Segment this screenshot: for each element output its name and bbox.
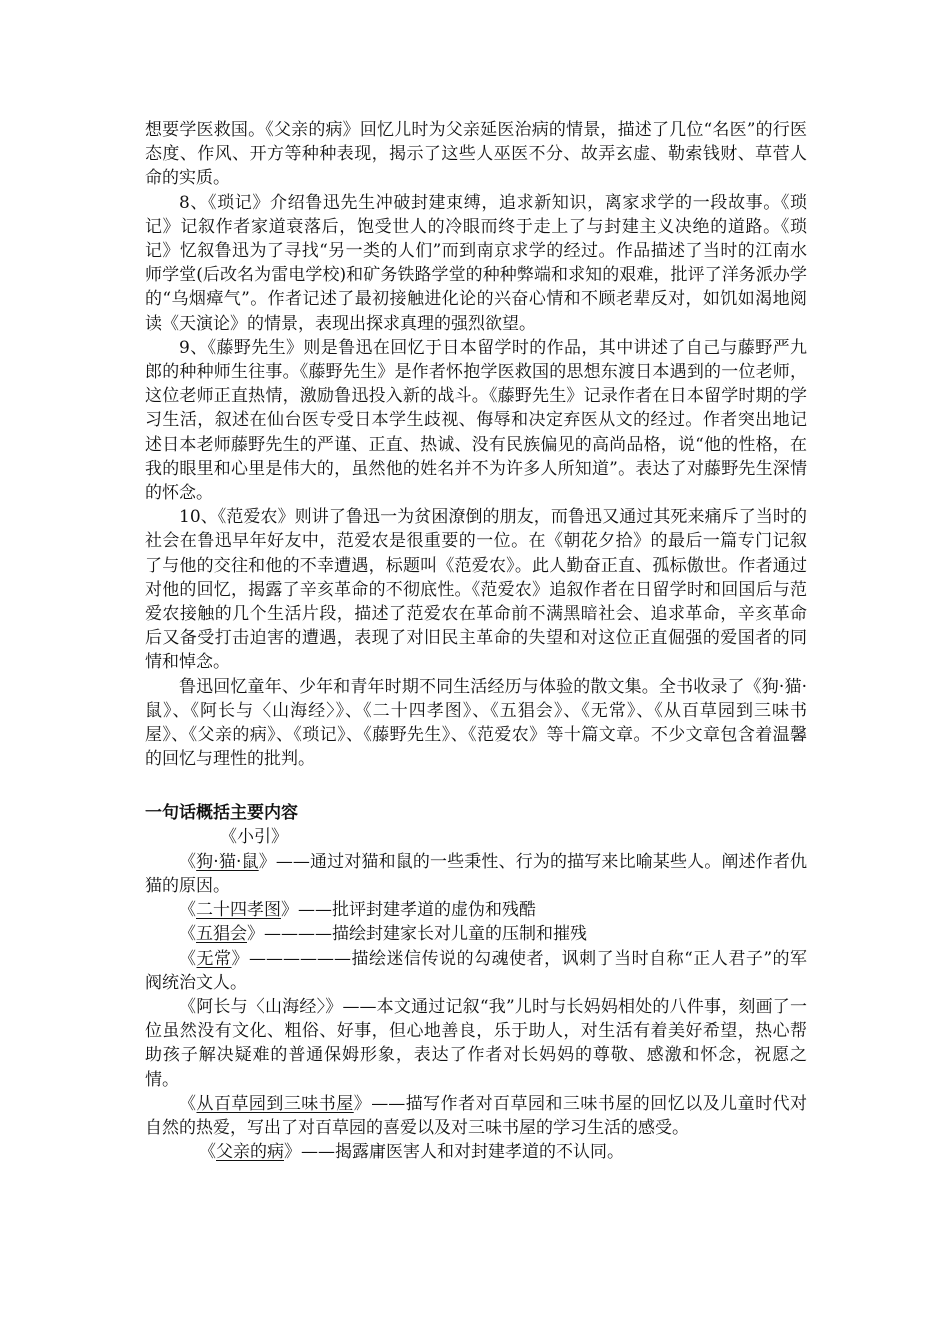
summary-item <box>145 1140 807 1164</box>
summary-text: ————描绘封建家长对儿童的压制和摧残 <box>264 924 587 945</box>
book-mark-close: 》 <box>258 851 276 872</box>
article-title: 狗·猫·鼠 <box>196 851 259 872</box>
article-title: 二十四孝图 <box>196 900 281 921</box>
summary-text: ——揭露庸医害人和对封建孝道的不认同。 <box>301 1142 624 1163</box>
article-title-plain: 《阿长与〈山海经〉》 <box>179 996 343 1017</box>
article-title: 从百草园到三味书屋 <box>196 1093 354 1114</box>
paragraph-suoji: 8、《琐记》介绍鲁迅先生冲破封建束缚，追求新知识，离家求学的一段故事。《琐记》记叙作者家道衰落后，饱受世人的冷眼而终于走上了与封建主义决绝的道路。《琐记》忆叙鲁迅为了寻找“另一类的人们”而到南京求学的经过。作品描述了当时的江南水师学堂(后改名为雷电学校)和矿务铁路学堂的种种弊端和求知的艰难，批评了洋务派办学的“乌烟瘴气”。作者记述了最初接触进化论的兴奋心情和不顾老辈反对，如饥如渴地阅读《天演论》的情景，表现出探求真理的强烈欲望。 <box>145 192 807 334</box>
paragraph-tengye: 9、《藤野先生》则是鲁迅在回忆于日本留学时的作品，其中讲述了自己与藤野严九郎的种种师生往事。《藤野先生》是作者怀抱学医救国的思想东渡日本遇到的一位老师，这位老师正直热情，激励鲁迅投入新的战斗。《藤野先生》记录作者在日本留学时期的学习生活，叙述在仙台医专受日本学生歧视、侮辱和决定弃医从文的经过。作者突出地记述日本老师藤野先生的严谨、正直、热诚、没有民族偏见的高尚品格，说“他的性格，在我的眼里和心里是伟大的，虽然他的姓名并不为许多人所知道”。表达了对藤野先生深情的怀念。 <box>145 337 807 504</box>
summary-text: ——描写作者对百草园和三味书屋的回忆以及儿童时代对自然的热爱，写出了对百草园的喜爱以及对三味书屋的学习生活的感受。 <box>145 1093 808 1138</box>
book-mark-close: 》 <box>231 948 250 969</box>
summary-text: ——通过对猫和鼠的一些秉性、行为的描写来比喻某些人。阐述作者仇猫的原因。 <box>145 851 808 896</box>
book-mark-open: 《 <box>179 900 196 921</box>
summary-item <box>145 1092 807 1140</box>
article-title: 五猖会 <box>196 924 247 945</box>
book-mark-close: 》 <box>284 1142 301 1163</box>
paragraph-fan-ainong: 10、《范爱农》则讲了鲁迅一为贫困潦倒的朋友，而鲁迅又通过其死来痛斥了当时的社会在鲁迅早年好友中，范爱农是很重要的一位。在《朝花夕拾》的最后一篇专门记叙了与他的交往和他的不幸遭遇，标题叫《范爱农》。此人勤奋正直、孤标傲世。作者通过对他的回忆，揭露了辛亥革命的不彻底性。《范爱农》追叙作者在日留学时和回国后与范爱农接触的几个生活片段，描述了范爱农在革命前不满黑暗社会、追求革命，辛亥革命后又备受打击迫害的遭遇，表现了对旧民主革命的失望和对这位正直倔强的爱国者的同情和悼念。 <box>145 507 807 673</box>
summary-item <box>145 850 807 898</box>
summary-text: ——批评封建孝道的虚伪和残酷 <box>298 900 536 921</box>
summary-item <box>145 995 807 1092</box>
book-mark-open: 《 <box>199 1142 216 1163</box>
paragraph-father-illness: 想要学医救国。《父亲的病》回忆儿时为父亲延医治病的情景，描述了几位“名医”的行医态度、作风、开方等种种表现，揭示了这些人巫医不分、故弄玄虚、勒索钱财、草菅人命的实质。 <box>145 120 807 189</box>
document-page <box>145 118 807 1164</box>
book-mark-close: 》 <box>247 924 264 945</box>
paragraph-collection-summary: 鲁迅回忆童年、少年和青年时期不同生活经历与体验的散文集。全书收录了《狗·猫·鼠》、《阿长与〈山海经〉》、《二十四孝图》、《五猖会》、《无常》、《从百草园到三味书屋》、《父亲的病》、《琐记》、《藤野先生》、《范爱农》等十篇文章。不少文章包含着温馨的回忆与理性的批判。 <box>145 676 807 770</box>
book-mark-open: 《 <box>179 924 196 945</box>
book-mark-open: 《 <box>179 851 197 872</box>
book-mark-open: 《 <box>179 1093 197 1114</box>
book-mark-open: 《 <box>179 948 197 969</box>
summary-item <box>145 898 807 922</box>
book-mark-close: 》 <box>353 1093 372 1114</box>
summary-text: ——————描绘迷信传说的勾魂使者，讽刺了当时自称“正人君子”的军阀统治文人。 <box>145 948 808 993</box>
summary-item <box>145 922 807 946</box>
preface-title: 《小引》 <box>220 827 288 848</box>
book-mark-close: 》 <box>281 900 298 921</box>
article-title: 无常 <box>196 948 232 969</box>
article-title: 父亲的病 <box>216 1142 284 1163</box>
section-gap <box>145 771 807 801</box>
section-heading: 一句话概括主要内容 <box>145 803 298 824</box>
summary-item <box>145 947 807 995</box>
summary-text: ——本文通过记叙“我”儿时与长妈妈相处的八件事，刻画了一位虽然没有文化、粗俗、好事，但心地善良，乐于助人，对生活有着美好希望，热心帮助孩子解决疑难的普通保姆形象，表达了作者对长妈妈的尊敬、感激和怀念，祝愿之情。 <box>145 996 807 1090</box>
